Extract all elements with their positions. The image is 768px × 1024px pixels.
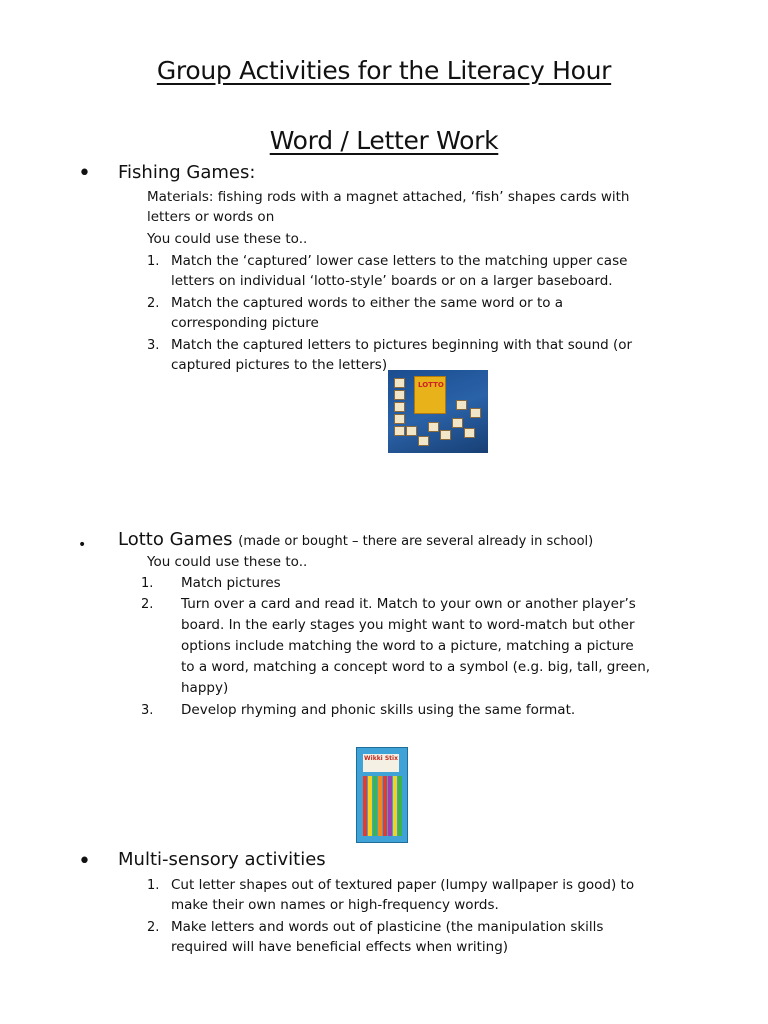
bullet-icon: •: [78, 161, 91, 186]
lotto-box: [414, 376, 446, 414]
lotto-item-2-line3: options include matching the word to a picture, matching a picture: [181, 638, 634, 654]
lotto-game-image: [388, 370, 488, 453]
lotto-intro: You could use these to..: [147, 554, 308, 570]
lotto-heading: [118, 529, 593, 553]
fishing-item-2-line1: Match the captured words to either the same word or to a: [171, 295, 564, 311]
lotto-tile: [470, 408, 481, 418]
lotto-tile: [394, 390, 405, 400]
lotto-tile: [394, 414, 405, 424]
wax-stick: [368, 776, 372, 836]
lotto-item-2-line1: Turn over a card and read it. Match to your own or another player’s: [181, 596, 636, 612]
lotto-tile: [394, 402, 405, 412]
lotto-item-2-line2: board. In the early stages you might want to word-match but other: [181, 617, 635, 633]
wax-stick: [378, 776, 382, 836]
fishing-item-3-line1: Match the captured letters to pictures beginning with that sound (or: [171, 337, 633, 353]
lotto-tile: [440, 430, 451, 440]
lotto-heading-note: (made or bought – there are several already in school): [238, 534, 594, 549]
lotto-item-3-line1: Develop rhyming and phonic skills using the same format.: [181, 702, 576, 718]
fishing-item-3-line2: captured pictures to the letters): [171, 357, 388, 373]
lotto-tile: [394, 426, 405, 436]
fishing-item-1-line2: letters on individual ‘lotto-style’ boards or on a larger baseboard.: [171, 273, 613, 289]
lotto-tile: [428, 422, 439, 432]
wax-stick: [383, 776, 387, 836]
list-number: 1.: [141, 576, 154, 591]
wax-stick: [398, 776, 402, 836]
bullet-icon: •: [78, 849, 91, 874]
wax-stick: [388, 776, 392, 836]
list-number: 1.: [147, 878, 160, 893]
lotto-tile: [456, 400, 467, 410]
fishing-materials-line1: Materials: fishing rods with a magnet attached, ‘fish’ shapes cards with: [147, 189, 630, 205]
lotto-tile: [394, 378, 405, 388]
multisensory-heading: Multi-sensory activities: [118, 849, 326, 870]
lotto-heading-text: Lotto Games: [118, 529, 233, 550]
page-title: Group Activities for the Literacy Hour: [156, 56, 612, 85]
wax-stick: [373, 776, 377, 836]
fishing-materials-line2: letters or words on: [147, 209, 275, 225]
fishing-heading: Fishing Games:: [118, 162, 256, 183]
wikki-stix-label: Wikki Stix: [363, 754, 399, 772]
multisensory-item-1-line1: Cut letter shapes out of textured paper (lumpy wallpaper is good) to: [171, 877, 635, 893]
list-number: 2.: [147, 296, 160, 311]
lotto-item-2-line5: happy): [181, 680, 229, 696]
wax-stick: [393, 776, 397, 836]
lotto-tile: [452, 418, 463, 428]
fishing-item-1-line1: Match the ‘captured’ lower case letters to the matching upper case: [171, 253, 628, 269]
list-number: 2.: [141, 597, 154, 612]
section-title: Word / Letter Work: [269, 126, 499, 155]
lotto-item-1-line1: Match pictures: [181, 575, 281, 591]
lotto-tile: [418, 436, 429, 446]
wax-stick: [363, 776, 367, 836]
bullet-icon: •: [78, 537, 87, 553]
list-number: 3.: [141, 703, 154, 718]
list-number: 1.: [147, 254, 160, 269]
lotto-tile: [406, 426, 417, 436]
wikki-stix-image: [356, 747, 408, 843]
multisensory-item-2-line2: required will have beneficial effects when writing): [171, 939, 509, 955]
multisensory-item-1-line2: make their own names or high-frequency words.: [171, 897, 499, 913]
list-number: 3.: [147, 338, 160, 353]
multisensory-item-2-line1: Make letters and words out of plasticine (the manipulation skills: [171, 919, 604, 935]
list-number: 2.: [147, 920, 160, 935]
lotto-box-label: LOTTO: [418, 381, 444, 389]
lotto-tile: [464, 428, 475, 438]
fishing-intro: You could use these to..: [147, 231, 308, 247]
lotto-item-2-line4: to a word, matching a concept word to a symbol (e.g. big, tall, green,: [181, 659, 651, 675]
fishing-item-2-line2: corresponding picture: [171, 315, 319, 331]
